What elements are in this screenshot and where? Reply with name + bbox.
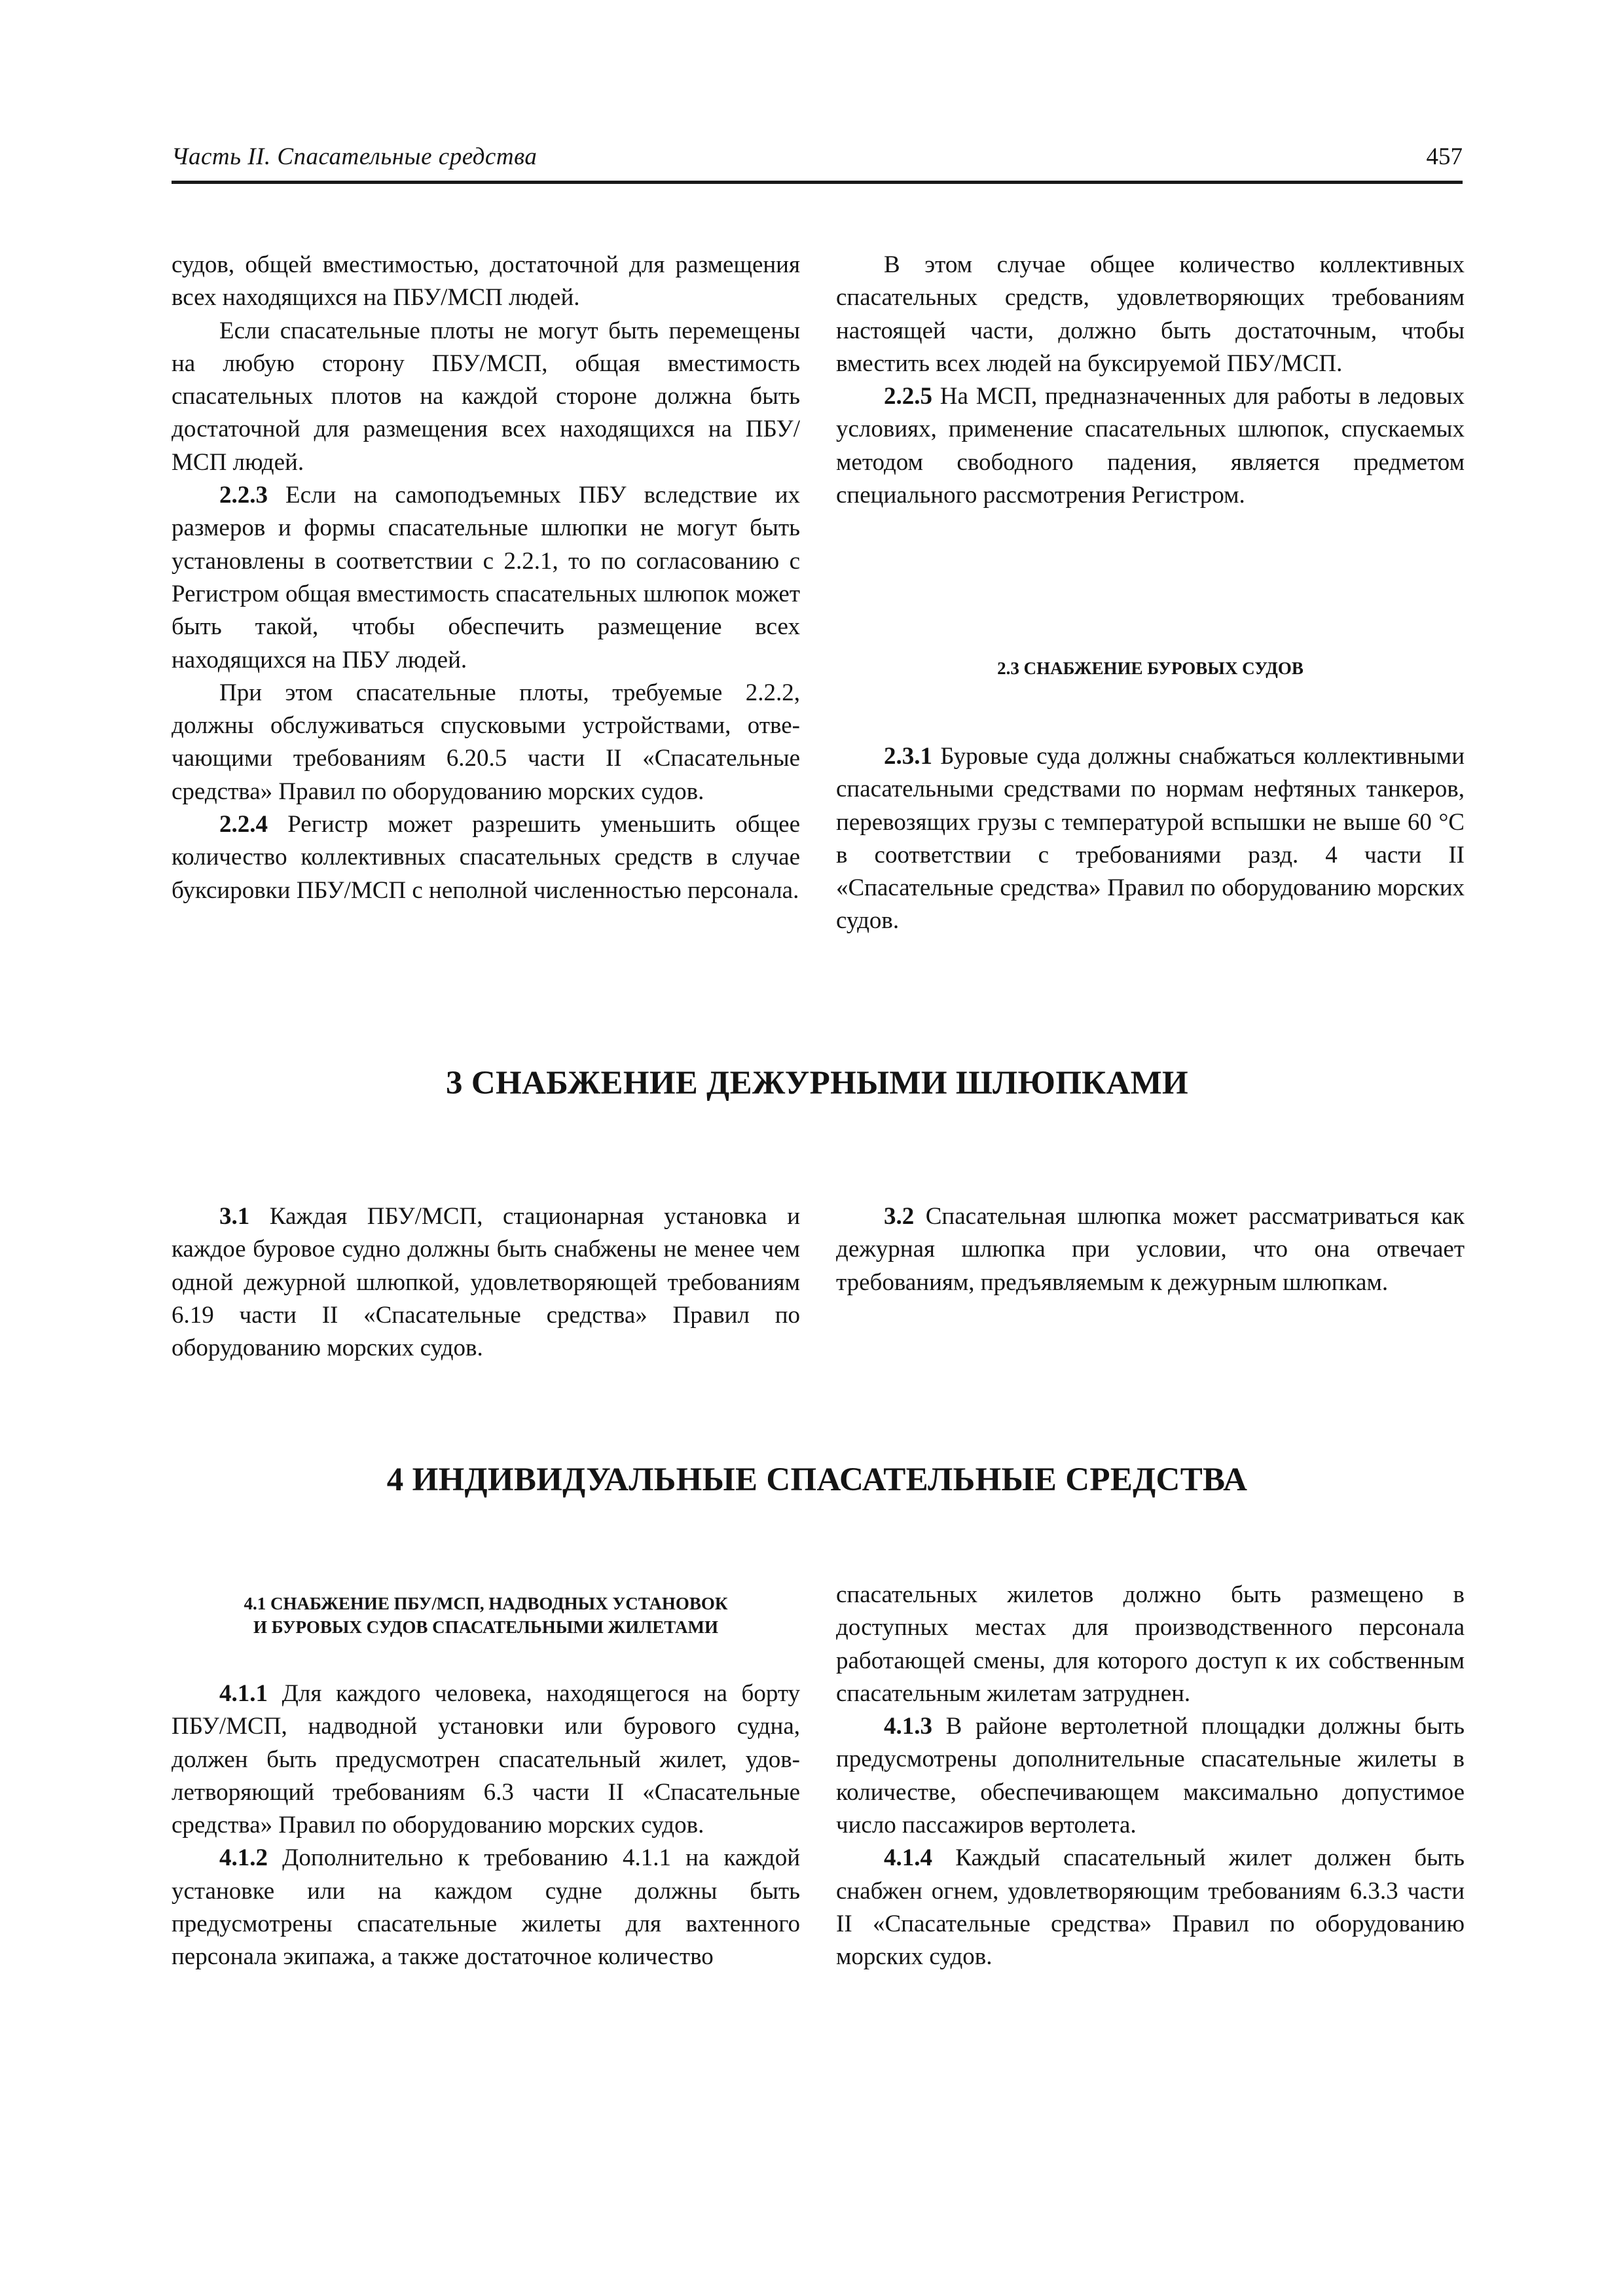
paragraph bbox=[172, 808, 800, 907]
paragraph-text: Регистр может разрешить уменьшить общее количество коллективных спасательных средств в случае буксировки ПБУ/МСП с неполной численностью персонала. bbox=[172, 811, 800, 904]
clause-number: 4.1.2 bbox=[219, 1844, 268, 1872]
clause-number: 4.1.3 bbox=[884, 1713, 932, 1740]
clause-number: 2.2.4 bbox=[219, 811, 268, 838]
paragraph bbox=[172, 1200, 800, 1365]
paragraph bbox=[836, 1200, 1465, 1299]
paragraph-text: Дополнительно к требованию 4.1.1 на каждой установке или на каждом судне должны быть предусмотрены спасательные жилеты для вахтенного персонала экипажа, а также достаточное количество bbox=[172, 1844, 801, 1971]
paragraph-text: Буровые суда должны снабжаться коллективными спасательными средствами по нормам нефтяных танкеров, перевозящих грузы с температурой вспышки не выше 60 °C в соответствии с требованиями разд. 4 части II «Спасательные средства» Правил по оборудованию морских судов. bbox=[836, 743, 1465, 935]
paragraph bbox=[836, 1710, 1465, 1842]
paragraph-text: судов, общей вместимостью, достаточной для размещения всех находящихся на ПБУ/МСП людей. bbox=[172, 251, 800, 312]
clause-number: 2.3.1 bbox=[884, 743, 932, 770]
paragraph bbox=[836, 1842, 1465, 1973]
paragraph bbox=[172, 479, 800, 677]
clause-number: 4.1.1 bbox=[219, 1680, 268, 1707]
clause-number: 2.2.3 bbox=[219, 482, 268, 509]
paragraph-text: Каждый спасательный жилет должен быть снабжен огнем, удовлетворяющим требованиям 6.3.3 части II «Спасательные средства» Правил по оборудованию морских судов. bbox=[836, 1844, 1465, 1971]
paragraph-text: Спасательная шлюпка может рассматриваться как дежурная шлюпка при условии, что она отвечает требованиям, предъявляемым к дежурным шлюпкам. bbox=[836, 1203, 1465, 1296]
paragraph bbox=[172, 249, 800, 315]
subsection-2-3-body bbox=[836, 740, 1465, 938]
section2-left-column bbox=[172, 249, 800, 907]
running-header bbox=[172, 141, 1463, 184]
paragraph bbox=[836, 249, 1465, 380]
section4-right-column bbox=[836, 1579, 1465, 1974]
paragraph-text: спасательных жилетов должно быть размещено в доступных местах для производственного персонала работающей смены, для которого доступ к их собственным спасательным жилетам затруднен. bbox=[836, 1581, 1465, 1707]
paragraph-text: Каждая ПБУ/МСП, стационарная установка и каждое буровое судно должны быть снабжены не менее чем одной дежурной шлюпкой, удовлетворяющей требованиям 6.19 части II «Спасательные средства» Правил по оборудованию морских судов. bbox=[172, 1203, 801, 1362]
paragraph bbox=[836, 380, 1465, 512]
subsection-2-3-title: 2.3 СНАБЖЕНИЕ БУРОВЫХ СУДОВ bbox=[997, 658, 1304, 678]
paragraph bbox=[172, 677, 800, 808]
section3-right-column bbox=[836, 1200, 1465, 1299]
section3-left-column bbox=[172, 1200, 800, 1365]
section2-right-column bbox=[836, 249, 1465, 512]
clause-number: 3.1 bbox=[219, 1203, 250, 1230]
subsection-4-1-title-line1: 4.1 СНАБЖЕНИЕ ПБУ/МСП, НАДВОДНЫХ УСТАНОВОК bbox=[244, 1594, 728, 1613]
paragraph-text: Если на самоподъемных ПБУ вследствие их размеров и формы спасательные шлюпки не могут быть установлены в соответствии с 2.2.1, то по согласованию с Регистром общая вместимость спасательных шлюпок может быть такой, чтобы обеспечить размещение всех находящихся на ПБУ людей. bbox=[172, 482, 801, 673]
clause-number: 2.2.5 bbox=[884, 383, 932, 410]
paragraph bbox=[172, 1677, 800, 1842]
paragraph-text: В районе вертолетной площадки должны быть предусмотрены дополнительные спасательные жилеты в количестве, обеспечивающем максимально допустимое число пассажиров вертолета. bbox=[836, 1713, 1465, 1839]
page-number: 457 bbox=[1426, 143, 1463, 170]
paragraph-text: Для каждого человека, находящегося на борту ПБУ/МСП, надводной установки или бурового судна, должен быть предусмотрен спасательный жилет, удовлетворяющий требованиям 6.3 части II «Спасательные средства» Правил по оборудованию морских судов. bbox=[172, 1680, 801, 1839]
paragraph bbox=[836, 740, 1465, 938]
paragraph-text: При этом спасательные плоты, требуемые 2.2.2, должны обслуживаться спусковыми устройствами, отвечающими требованиям 6.20.5 части II «Спасательные средства» Правил по оборудованию морских судов. bbox=[172, 679, 800, 805]
subsection-4-1-title-line2: И БУРОВЫХ СУДОВ СПАСАТЕЛЬНЫМИ ЖИЛЕТАМИ bbox=[253, 1617, 718, 1637]
paragraph bbox=[172, 1842, 800, 1973]
paragraph-text: На МСП, предназначенных для работы в ледовых условиях, применение спасательных шлюпок, спускаемых методом свободного падения, является предметом специального рассмотрения Регистром. bbox=[836, 383, 1465, 509]
running-title: Часть II. Спасательные средства bbox=[172, 143, 538, 170]
paragraph bbox=[836, 1579, 1465, 1710]
paragraph bbox=[172, 315, 800, 479]
subsection-4-1-title bbox=[172, 1592, 800, 1639]
clause-number: 4.1.4 bbox=[884, 1844, 932, 1872]
clause-number: 3.2 bbox=[884, 1203, 915, 1230]
section4-left-column bbox=[172, 1677, 800, 1974]
paragraph-text: Если спасательные плоты не могут быть перемещены на любую сторону ПБУ/МСП, общая вместимость спасательных плотов на каждой стороне должна быть достаточной для размещения всех находящихся на ПБУ/МСП людей. bbox=[172, 317, 800, 476]
section-3-title: 3 СНАБЖЕНИЕ ДЕЖУРНЫМИ ШЛЮПКАМИ bbox=[446, 1065, 1188, 1102]
paragraph-text: В этом случае общее количество коллективных спасательных средств, удовлетворяющих требованиям настоящей части, должно быть достаточным, чтобы вместить всех людей на буксируемой ПБУ/МСП. bbox=[836, 251, 1465, 377]
section-4-title: 4 ИНДИВИДУАЛЬНЫЕ СПАСАТЕЛЬНЫЕ СРЕДСТВА bbox=[386, 1462, 1248, 1498]
